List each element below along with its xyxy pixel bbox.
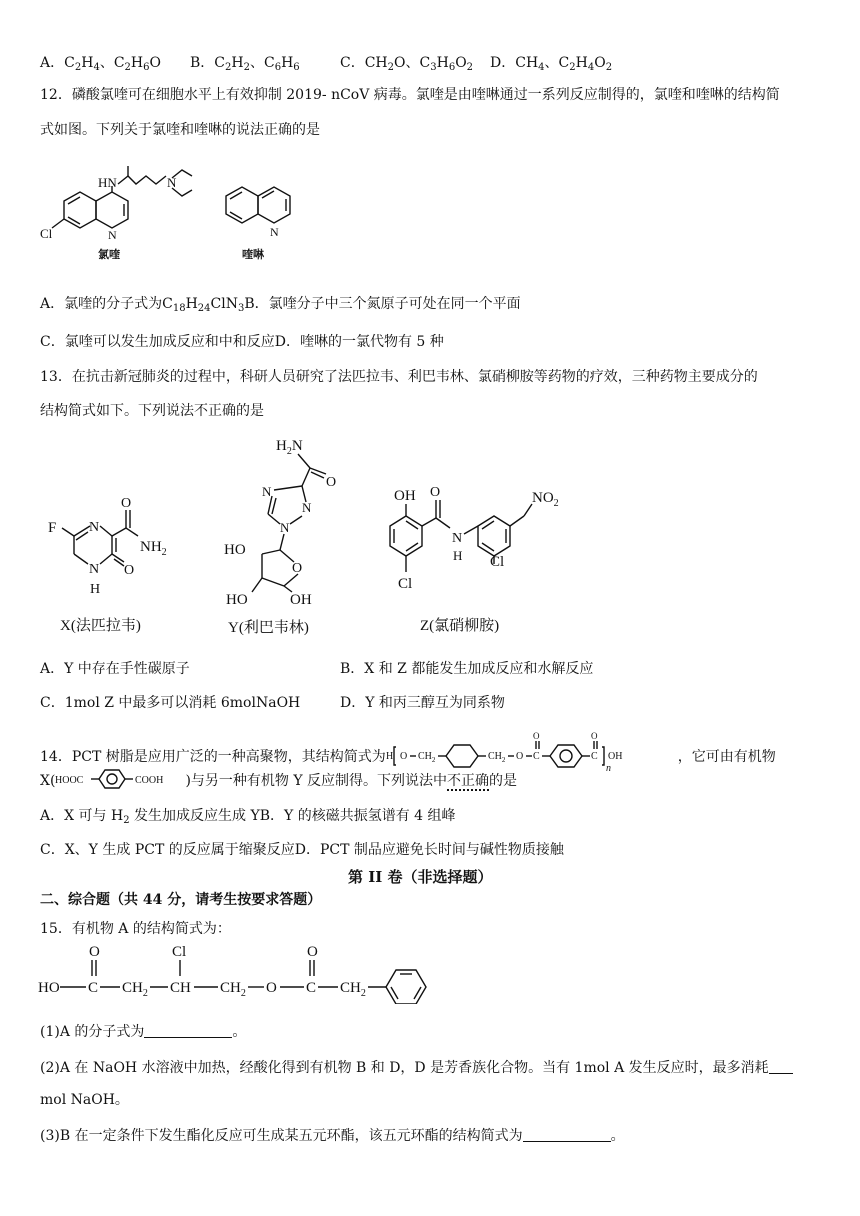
q15-part2-line1: (2)A 在 NaOH 水溶液中加热，经酸化得到有机物 B 和 D，D 是芳香族化合物。当有 1mol A 发生反应时，最多消耗 (40, 1057, 793, 1077)
quinoline-label: 喹啉 (242, 249, 264, 261)
chloroquine-atom-hn: HN (98, 175, 117, 190)
q12-options-cd: C．氯喹可以发生加成反应和中和反应D．喹啉的一氯代物有 5 种 (40, 334, 444, 350)
quinoline-structure (216, 178, 306, 268)
svg-text:N: N (89, 562, 100, 577)
favipiravir-structure (40, 490, 190, 640)
svg-text:CH2: $CH_2$ (487, 751, 506, 764)
q15-intro: 15．有机物 A 的结构简式为： (40, 921, 231, 937)
svg-text:CH2: $CH_2$ (340, 980, 366, 999)
svg-text:Cl: Cl (490, 554, 505, 570)
quinoline-atom-n: N (270, 225, 279, 239)
svg-text:H: H (90, 582, 101, 597)
niclosamide-label: Z(氯硝柳胺) (420, 618, 500, 634)
q15-part2-answer-blank[interactable] (769, 1059, 793, 1074)
svg-text:O: O (121, 496, 132, 511)
svg-text:O: O (89, 944, 100, 960)
chloroquine-atom-n-ring: N (108, 228, 117, 242)
q14-options-cd: C．X、Y 生成 PCT 的反应属于缩聚反应D．PCT 制品应避免长时间与碱性物质接触 (40, 842, 564, 858)
svg-text:COOH: COOH (135, 775, 164, 786)
svg-text:F: F (48, 520, 57, 536)
ribavirin-label: Y(利巴韦林) (228, 620, 309, 636)
q13-option-d: D．Y 和丙三醇互为同系物 (340, 695, 505, 711)
q13-stem-line2: 结构简式如下。下列说法不正确的是 (40, 403, 264, 419)
svg-text:OH: OH (607, 751, 623, 762)
svg-text:N: N (262, 484, 272, 499)
section2-title: 二、综合题（共 44 分，请考生按要求答题） (40, 892, 322, 908)
terephthalic-acid-structure (55, 767, 185, 791)
svg-text:HO: HO (38, 980, 60, 996)
niclosamide-structure (372, 476, 592, 642)
q12-options-ab: A．氯喹的分子式为$C_{18}H_{24}ClN_3B$．氯喹分子中三个氮原子可处在同一个平面 (40, 296, 521, 314)
svg-text:N: N (452, 531, 463, 546)
svg-text:Cl: Cl (172, 944, 187, 960)
q12-stem-line1: 12．磷酸氯喹可在细胞水平上有效抑制 2019- nCoV 病毒。氯喹是由喹啉通过一系列反应制得的，氯喹和喹啉的结构简 (40, 87, 780, 103)
q15-part3-answer-blank[interactable] (523, 1127, 611, 1142)
svg-text:O: O (124, 563, 135, 578)
svg-text:C: C (88, 980, 99, 996)
svg-text:O: O (532, 731, 540, 741)
chloroquine-structure (36, 156, 216, 266)
svg-text:HOOC: HOOC (55, 775, 84, 786)
q15-part2-line2: mol NaOH。 (40, 1092, 129, 1108)
svg-text:H: H (453, 548, 463, 563)
svg-text:C: C (590, 751, 598, 762)
q11-option-c: C．$CH_2O$、$C_3H_6O_2$ (340, 55, 474, 73)
q15-part1-answer-blank[interactable] (144, 1023, 232, 1038)
svg-text:O: O (307, 944, 318, 960)
svg-text:H: H (385, 751, 393, 762)
compound-a-structure (38, 938, 458, 1004)
q11-option-b: B．$C_2H_2$、$C_6H_6$ (190, 55, 300, 73)
svg-text:C: C (306, 980, 317, 996)
chloroquine-label: 氯喹 (98, 249, 120, 261)
svg-text:C: C (532, 751, 540, 762)
q14-stem-line1: 14．PCT 树脂是应用广泛的一种高聚物，其结构简式为 H O $CH_2$ $CH_2$ O C O C O n OH ，它可由有机物 (40, 731, 776, 774)
svg-text:N: N (89, 520, 100, 535)
svg-text:N: N (302, 500, 312, 515)
q15-part1: (1)A 的分子式为 。 (40, 1024, 247, 1040)
svg-text:CH2: $CH_2$ (417, 751, 436, 764)
svg-text:O: O (399, 751, 407, 762)
svg-text:Cl: Cl (398, 576, 413, 592)
svg-text:CH2: $CH_2$ (220, 980, 246, 999)
chloroquine-atom-n-amine: N (167, 175, 177, 190)
q13-option-a: A．Y 中存在手性碳原子 (40, 661, 190, 677)
q13-stem-line1: 13．在抗击新冠肺炎的过程中，科研人员研究了法匹拉韦、利巴韦林、氯硝柳胺等药物的疗效，三种药物主要成分的 (40, 369, 758, 385)
svg-text:OH: OH (394, 488, 416, 504)
svg-text:n: n (605, 763, 611, 774)
svg-text:O: O (266, 980, 277, 996)
svg-text:NO2: $NO_2$ (532, 490, 559, 509)
svg-text:CH: CH (170, 980, 191, 996)
q13-option-b: B．X 和 Z 都能发生加成反应和水解反应 (340, 661, 594, 677)
q15-part3: (3)B 在一定条件下发生酯化反应可生成某五元环酯，该五元环酯的结构简式为 。 (40, 1128, 625, 1144)
q13-option-c: C．1mol Z 中最多可以消耗 6molNaOH (40, 695, 301, 711)
q11-option-d: D．$CH_4$、$C_2H_4O_2$ (490, 55, 613, 73)
svg-text:O: O (515, 751, 523, 762)
part2-title: 第 II 卷（非选择题） (348, 868, 493, 886)
svg-text:H2N: $H_2N$ (276, 438, 303, 457)
chloroquine-atom-cl: Cl (40, 226, 53, 241)
q12-stem-line2: 式如图。下列关于氯喹和喹啉的说法正确的是 (40, 122, 320, 138)
svg-text:O: O (590, 731, 598, 741)
ribavirin-structure (210, 432, 360, 642)
svg-text:CH2: $CH_2$ (122, 980, 148, 999)
svg-text:HO: HO (226, 592, 248, 608)
q14-options-ab: A．X 可与 $H_2$ 发生加成反应生成 YB．Y 的核磁共振氢谱有 4 组峰 (40, 808, 456, 826)
svg-text:O: O (430, 485, 441, 500)
favipiravir-label: X(法匹拉韦) (60, 618, 141, 634)
q14-stem-line2: X( HOOC COOH )与另一种有机物 Y 反应制得。下列说法中不正确的是 (40, 767, 517, 791)
svg-text:O: O (292, 561, 303, 576)
q11-option-a: A．$C_2H_4$、$C_2H_6O$ (40, 55, 161, 73)
svg-text:HO: HO (224, 542, 246, 558)
svg-text:N: N (280, 520, 290, 535)
svg-text:NH2: $NH_2$ (140, 539, 167, 558)
svg-text:O: O (326, 475, 337, 490)
svg-text:OH: OH (290, 592, 312, 608)
